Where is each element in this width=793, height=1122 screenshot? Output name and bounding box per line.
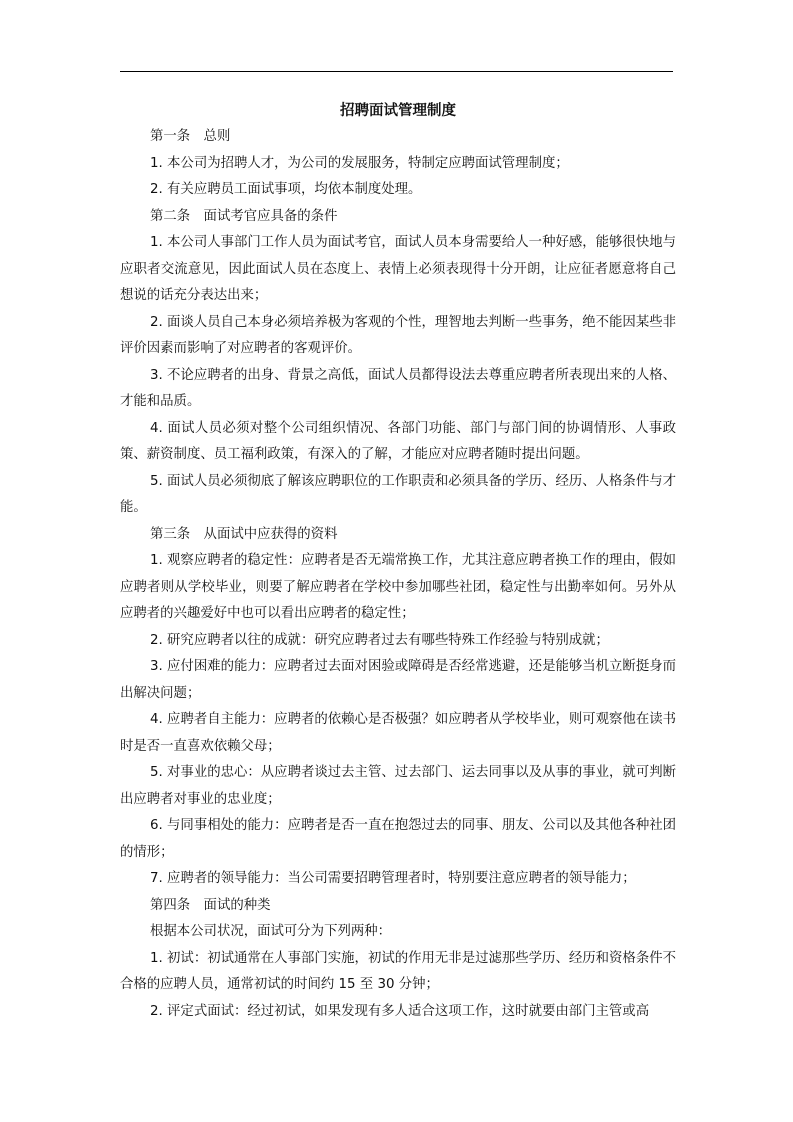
article-1-item-2: 2. 有关应聘员工面试事项，均依本制度处理。 — [150, 182, 422, 197]
article-2-heading: 第二条 面试考官应具备的条件 — [150, 208, 338, 224]
document-body — [120, 98, 676, 1025]
article-4-item-2: 2. 评定式面试：经过初试，如果发现有多人适合这项工作，这时就要由部门主管或高 — [150, 1003, 650, 1019]
document-title: 招聘面试管理制度 — [340, 103, 456, 119]
article-3-item-1: 1. 观察应聘者的稳定性：应聘者是否无端常换工作，尤其注意应聘者换工作的理由，假如应聘者则从学校毕业，则要了解应聘者在学校中参加哪些社团，稳定性与出勤率如何。另外从应聘者的兴趣爱好中也可以看出应聘者的稳定性； — [120, 553, 676, 621]
article-2-item-2: 2. 面谈人员自己本身必须培养极为客观的个性，理智地去判断一些事务，绝不能因某些非评价因素而影响了对应聘者的客观评价。 — [120, 314, 676, 356]
article-3-item-7: 7. 应聘者的领导能力：当公司需要招聘管理者时，特别要注意应聘者的领导能力； — [150, 871, 636, 886]
article-4-item-1: 1. 初试：初试通常在人事部门实施，初试的作用无非是过滤那些学历、经历和资格条件不合格的应聘人员，通常初试的时间约 15 至 30 分钟； — [120, 950, 676, 992]
article-2-item-5: 5. 面试人员必须彻底了解该应聘职位的工作职责和必须具备的学历、经历、人格条件与才能。 — [120, 473, 676, 515]
article-3-item-3: 3. 应付困难的能力：应聘者过去面对困验或障碍是否经常逃避，还是能够当机立断挺身而出解决问题； — [120, 659, 676, 701]
article-1-item-1: 1. 本公司为招聘人才，为公司的发展服务，特制定应聘面试管理制度； — [150, 155, 569, 171]
header-rule — [120, 71, 673, 72]
article-3-item-6: 6. 与同事相处的能力：应聘者是否一直在抱怨过去的同事、朋友、公司以及其他各种社团的情形； — [120, 818, 676, 860]
article-2-item-4: 4. 面试人员必须对整个公司组织情况、各部门功能、部门与部门间的协调情形、人事政策、薪资制度、员工福利政策，有深入的了解，才能应对应聘者随时提出问题。 — [120, 420, 676, 462]
article-3-heading: 第三条 从面试中应获得的资料 — [150, 526, 338, 542]
article-1-heading: 第一条 总则 — [150, 129, 231, 144]
article-4-intro: 根据本公司状况，面试可分为下列两种： — [150, 924, 392, 939]
article-4-heading: 第四条 面试的种类 — [150, 897, 271, 913]
article-2-item-3: 3. 不论应聘者的出身、背景之高低，面试人员都得设法去尊重应聘者所表现出来的人格、才能和品质。 — [120, 367, 676, 409]
article-3-item-4: 4. 应聘者自主能力：应聘者的依赖心是否极强？如应聘者从学校毕业，则可观察他在读书时是否一直喜欢依赖父母； — [120, 712, 676, 754]
article-2-item-1: 1. 本公司人事部门工作人员为面试考官，面试人员本身需要给人一种好感，能够很快地与应职者交流意见，因此面试人员在态度上、表情上必须表现得十分开朗，让应征者愿意将自己想说的话充分表达出来； — [120, 235, 676, 303]
article-3-item-2: 2. 研究应聘者以往的成就：研究应聘者过去有哪些特殊工作经验与特别成就； — [150, 632, 609, 648]
article-3-item-5: 5. 对事业的忠心：从应聘者谈过去主管、过去部门、运去同事以及从事的事业，就可判断出应聘者对事业的忠业度； — [120, 765, 676, 807]
